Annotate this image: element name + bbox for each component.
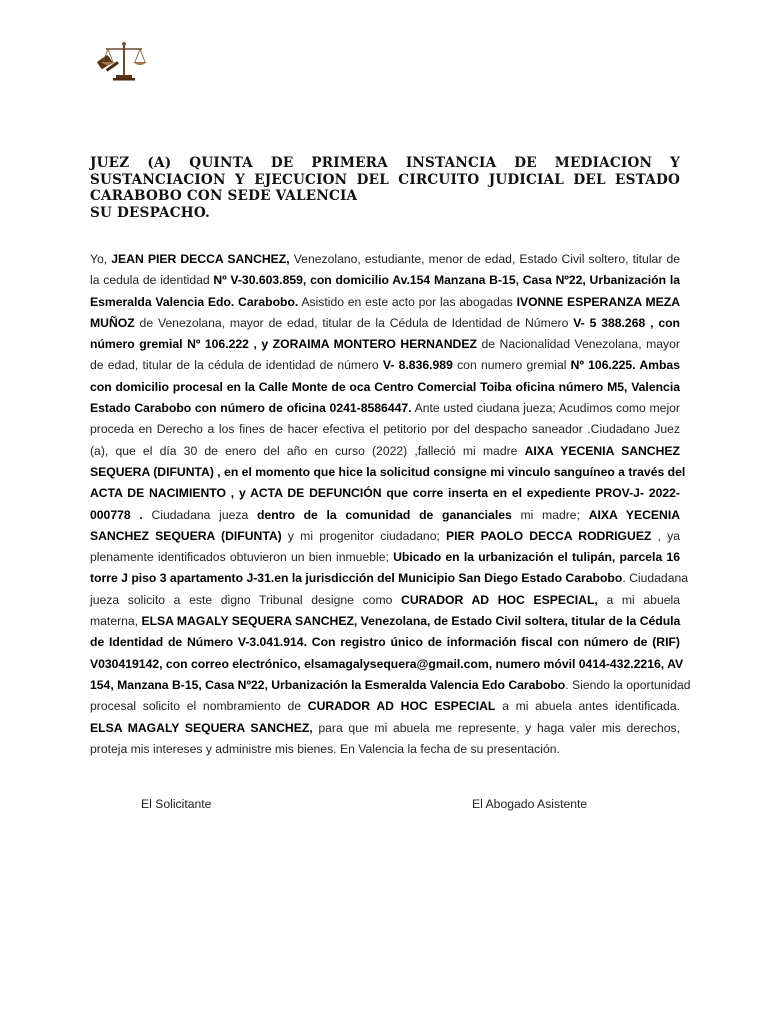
bold-text: ELSA MAGALY SEQUERA SANCHEZ, xyxy=(90,720,313,735)
bold-text: JEAN PIER DECCA SANCHEZ, xyxy=(111,252,290,266)
bold-text: de Identidad de Número V-3.041.914. Con registro único de información fiscal con número de (RIF) xyxy=(90,635,680,650)
bold-text: Estado Carabobo con número de oficina 0241-8586447. xyxy=(90,401,412,416)
body-line xyxy=(90,313,680,334)
body-line xyxy=(90,419,680,440)
body-text-run: Ante usted ciudana jueza; Acudimos como mejor xyxy=(411,401,680,416)
body-text-run: Yo, xyxy=(90,252,112,266)
body-text-run: materna, xyxy=(90,614,142,629)
heading-line: CARABOBO CON SEDE VALENCIA xyxy=(90,188,358,204)
bold-text: PIER PAOLO DECCA RODRIGUEZ xyxy=(446,528,652,543)
bold-text: AIXA YECENIA xyxy=(588,507,681,522)
body-text-run: Ciudadana jueza xyxy=(142,507,257,522)
bold-text: Nº 106.225. Ambas xyxy=(570,358,680,373)
bold-text: SANCHEZ SEQUERA (DIFUNTA) xyxy=(90,528,282,543)
body-text-run: de Venezolana, mayor de edad, titular de la Cédula de Identidad de Número xyxy=(134,315,574,330)
body-text-run: procesal solicito el nombramiento de xyxy=(90,699,308,714)
bold-text: número gremial Nº 106.222 , y ZORAIMA MONTERO HERNANDEZ xyxy=(90,337,477,352)
body-line xyxy=(90,441,680,462)
body-text-run: Venezolano, estudiante, menor de edad, Estado Civil soltero, titular de xyxy=(289,252,681,266)
heading-line: SU DESPACHO. xyxy=(90,204,210,221)
bold-text: torre J piso 3 apartamento J-31.en la jurisdicción del Municipio San Diego Estado Carabobo xyxy=(90,571,623,586)
signature-solicitante: El Solicitante xyxy=(141,797,212,811)
bold-text: AIXA YECENIA SANCHEZ xyxy=(524,443,680,458)
body-line xyxy=(90,334,680,355)
body-line xyxy=(90,483,680,504)
body-text-run: Asistido en este acto por las abogadas xyxy=(298,294,517,309)
body-text-run: , ya xyxy=(651,528,680,543)
body-line xyxy=(90,547,680,568)
bold-text: Ubicado en la urbanización el tulipán, parcela 16 xyxy=(393,550,680,565)
bold-text: V030419142, con correo electrónico, elsamagalysequera@gmail.com, numero móvil 0414-432.2216, AV xyxy=(90,656,684,671)
heading-line: JUEZ (A) QUINTA DE PRIMERA INSTANCIA DE MEDIACION Y xyxy=(90,155,680,171)
bold-text: 000778 . xyxy=(90,507,143,522)
body-line xyxy=(90,739,680,760)
bold-text: 154, Manzana B-15, Casa Nº22, Urbanización la Esmeralda Valencia Edo Carabobo xyxy=(90,677,566,692)
body-line xyxy=(90,462,686,483)
body-line xyxy=(90,249,680,270)
heading-line: SUSTANCIACION Y EJECUCION DEL CIRCUITO JUDICIAL DEL ESTADO xyxy=(90,171,680,188)
signature-abogado: El Abogado Asistente xyxy=(472,797,588,811)
body-text-run: a mi abuela xyxy=(597,592,680,607)
body-text-run: de Nacionalidad Venezolana, mayor xyxy=(476,337,680,352)
court-heading xyxy=(90,155,680,221)
body-line xyxy=(90,270,680,291)
body-line xyxy=(90,590,680,611)
bold-text: dentro de la comunidad de gananciales xyxy=(256,507,512,522)
body-text-run: . Ciudadana xyxy=(622,571,689,586)
body-line xyxy=(90,292,680,313)
bold-text: V- 8.836.989 xyxy=(382,358,453,373)
body-text-run: la cedula de identidad xyxy=(90,273,214,288)
bold-text: MUÑOZ xyxy=(90,315,135,330)
bold-text: SEQUERA (DIFUNTA) , en el momento que hice la solicitud consigne mi vinculo sanguíneo a través del xyxy=(90,464,686,479)
petition-body xyxy=(90,249,691,760)
body-line xyxy=(90,377,680,398)
body-line xyxy=(90,696,680,717)
body-text-run: de edad, titular de la cédula de identidad de número xyxy=(90,358,383,373)
body-line xyxy=(90,505,680,526)
body-line xyxy=(90,398,680,419)
bold-text: IVONNE ESPERANZA MEZA xyxy=(516,294,680,309)
bold-text: con domicilio procesal en la Calle Monte de oca Centro Comercial Toiba oficina número M5, Valencia xyxy=(90,379,680,394)
body-text-run: (a), que el día 30 de enero del año en curso (2022) ,falleció mi madre xyxy=(90,443,525,458)
scales-of-justice-icon xyxy=(92,40,156,82)
bold-text: CURADOR AD HOC ESPECIAL, xyxy=(401,592,598,607)
body-text-run: y mi progenitor ciudadano; xyxy=(281,528,447,543)
body-line xyxy=(90,355,680,376)
body-text-run: para que mi abuela me represente, y haga valer mis derechos, xyxy=(312,720,680,735)
bold-text: Esmeralda Valencia Edo. Carabobo. xyxy=(90,294,299,309)
body-text-run: jueza solicito a este digno Tribunal designe como xyxy=(90,592,402,607)
body-text-run: . Siendo la oportunidad xyxy=(565,677,691,692)
body-text-run: a mi abuela antes identificada. xyxy=(495,699,681,714)
body-line xyxy=(90,654,684,675)
body-line xyxy=(90,611,680,632)
bold-text: V- 5 388.268 , con xyxy=(573,315,680,330)
body-text-run: proteja mis intereses y administre mis bienes. En Valencia la fecha de su presentación. xyxy=(90,741,560,756)
body-line xyxy=(90,718,680,739)
body-text-run: con numero gremial xyxy=(452,358,571,373)
body-text-run: proceda en Derecho a los fines de hacer efectiva el petitorio por del despacho saneador .Ciudadano Juez xyxy=(90,422,680,437)
bold-text: ACTA DE NACIMIENTO , y ACTA DE DEFUNCIÓN que corre inserta en el expediente PROV-J- 2022- xyxy=(90,486,680,501)
body-line xyxy=(90,632,680,653)
body-line xyxy=(90,568,689,589)
body-text-run: mi madre; xyxy=(511,507,589,522)
body-line xyxy=(90,526,680,547)
bold-text: ELSA MAGALY SEQUERA SANCHEZ, Venezolana, de Estado Civil soltera, titular de la Cédula xyxy=(141,614,681,629)
body-line xyxy=(90,675,691,696)
bold-text: Nº V-30.603.859, con domicilio Av.154 Manzana B-15, Casa Nº22, Urbanización la xyxy=(213,273,680,288)
body-text-run: plenamente identificados obtuvieron un bien inmueble; xyxy=(90,550,394,565)
bold-text: CURADOR AD HOC ESPECIAL xyxy=(307,699,496,714)
